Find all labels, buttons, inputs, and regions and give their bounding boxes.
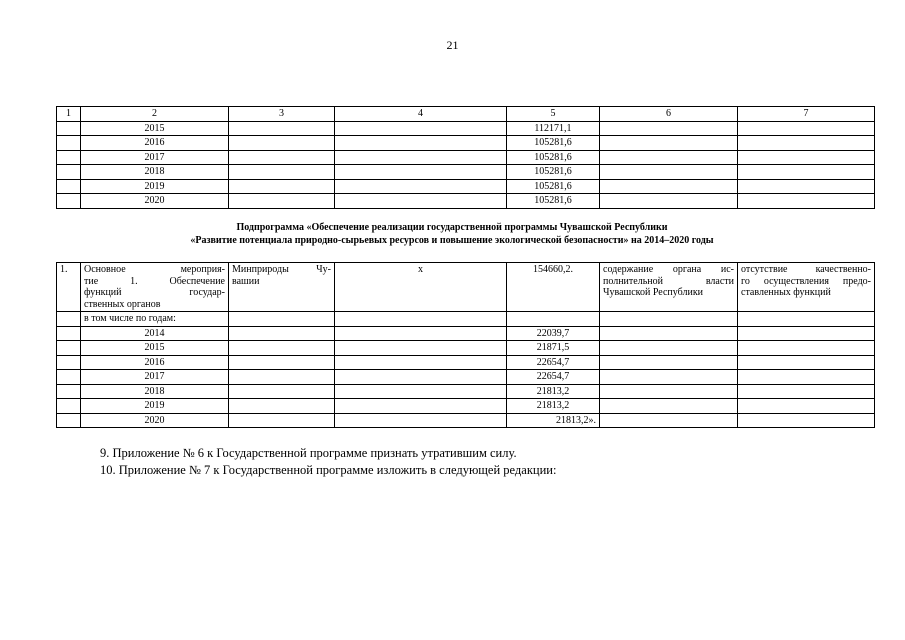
table-header-row — [57, 107, 875, 122]
col4-mark: х — [335, 263, 507, 312]
paragraph-10: 10. Приложение № 7 к Государственной программе изложить в следующей редакции: — [100, 463, 557, 477]
table-row — [57, 384, 875, 399]
subprogram-funding-table — [56, 262, 875, 428]
year-cell: 2017 — [81, 370, 229, 385]
main-activity-row — [57, 263, 875, 312]
row-number: 1. — [57, 263, 81, 312]
value-cell: 105281,6 — [507, 165, 600, 180]
value-cell: 21813,2». — [507, 413, 600, 428]
executor: Минприроды Чу- вашии — [229, 263, 335, 312]
year-cell: 2015 — [81, 121, 229, 136]
year-cell: 2018 — [81, 384, 229, 399]
table-row — [57, 399, 875, 414]
paragraph-9: 9. Приложение № 6 к Государственной программе признать утратившим силу. — [100, 446, 517, 460]
value-cell: 21813,2 — [507, 384, 600, 399]
header-cell: 4 — [335, 107, 507, 122]
table-row — [57, 179, 875, 194]
table-row — [57, 150, 875, 165]
header-cell: 6 — [600, 107, 738, 122]
year-cell: 2019 — [81, 179, 229, 194]
funding-table-continued — [56, 106, 875, 209]
header-cell: 2 — [81, 107, 229, 122]
subheader-row — [57, 312, 875, 327]
by-years-label: в том числе по годам: — [81, 312, 229, 327]
year-cell: 2017 — [81, 150, 229, 165]
table-row — [57, 121, 875, 136]
table-row — [57, 355, 875, 370]
table-row — [57, 341, 875, 356]
table-row — [57, 194, 875, 209]
subprogram-title — [56, 221, 848, 247]
value-cell: 105281,6 — [507, 136, 600, 151]
year-cell: 2020 — [81, 194, 229, 209]
page-number: 21 — [446, 38, 459, 52]
value-cell: 22654,7 — [507, 355, 600, 370]
value-cell: 105281,6 — [507, 150, 600, 165]
value-cell: 22654,7 — [507, 370, 600, 385]
year-cell: 2019 — [81, 399, 229, 414]
header-cell: 5 — [507, 107, 600, 122]
year-cell: 2020 — [81, 413, 229, 428]
table-row — [57, 136, 875, 151]
header-cell: 7 — [738, 107, 875, 122]
header-cell: 1 — [57, 107, 81, 122]
consequence: отсутствие качественно- го осуществления предо- ставленных функций — [738, 263, 875, 312]
total-value: 154660,2. — [507, 263, 600, 312]
value-cell: 21871,5 — [507, 341, 600, 356]
value-cell: 22039,7 — [507, 326, 600, 341]
expected-result: содержание органа ис- полнительной власти Чувашской Республики — [600, 263, 738, 312]
value-cell: 105281,6 — [507, 194, 600, 209]
value-cell: 105281,6 — [507, 179, 600, 194]
header-cell: 3 — [229, 107, 335, 122]
value-cell: 112171,1 — [507, 121, 600, 136]
year-cell: 2018 — [81, 165, 229, 180]
table-row — [57, 413, 875, 428]
value-cell: 21813,2 — [507, 399, 600, 414]
table-row — [57, 370, 875, 385]
table-row — [57, 326, 875, 341]
year-cell: 2014 — [81, 326, 229, 341]
year-cell: 2016 — [81, 136, 229, 151]
table-row — [57, 165, 875, 180]
year-cell: 2016 — [81, 355, 229, 370]
subprogram-title-line1: Подпрограмма «Обеспечение реализации государственной программы Чувашской Республики — [236, 222, 668, 233]
subprogram-title-line2: «Развитие потенциала природно-сырьевых ресурсов и повышение экологической безопасности» на 2014–2020 годы — [190, 235, 714, 246]
year-cell: 2015 — [81, 341, 229, 356]
activity-name: Основное мероприя- тие 1. Обеспечение функций государ- ственных органов — [81, 263, 229, 312]
